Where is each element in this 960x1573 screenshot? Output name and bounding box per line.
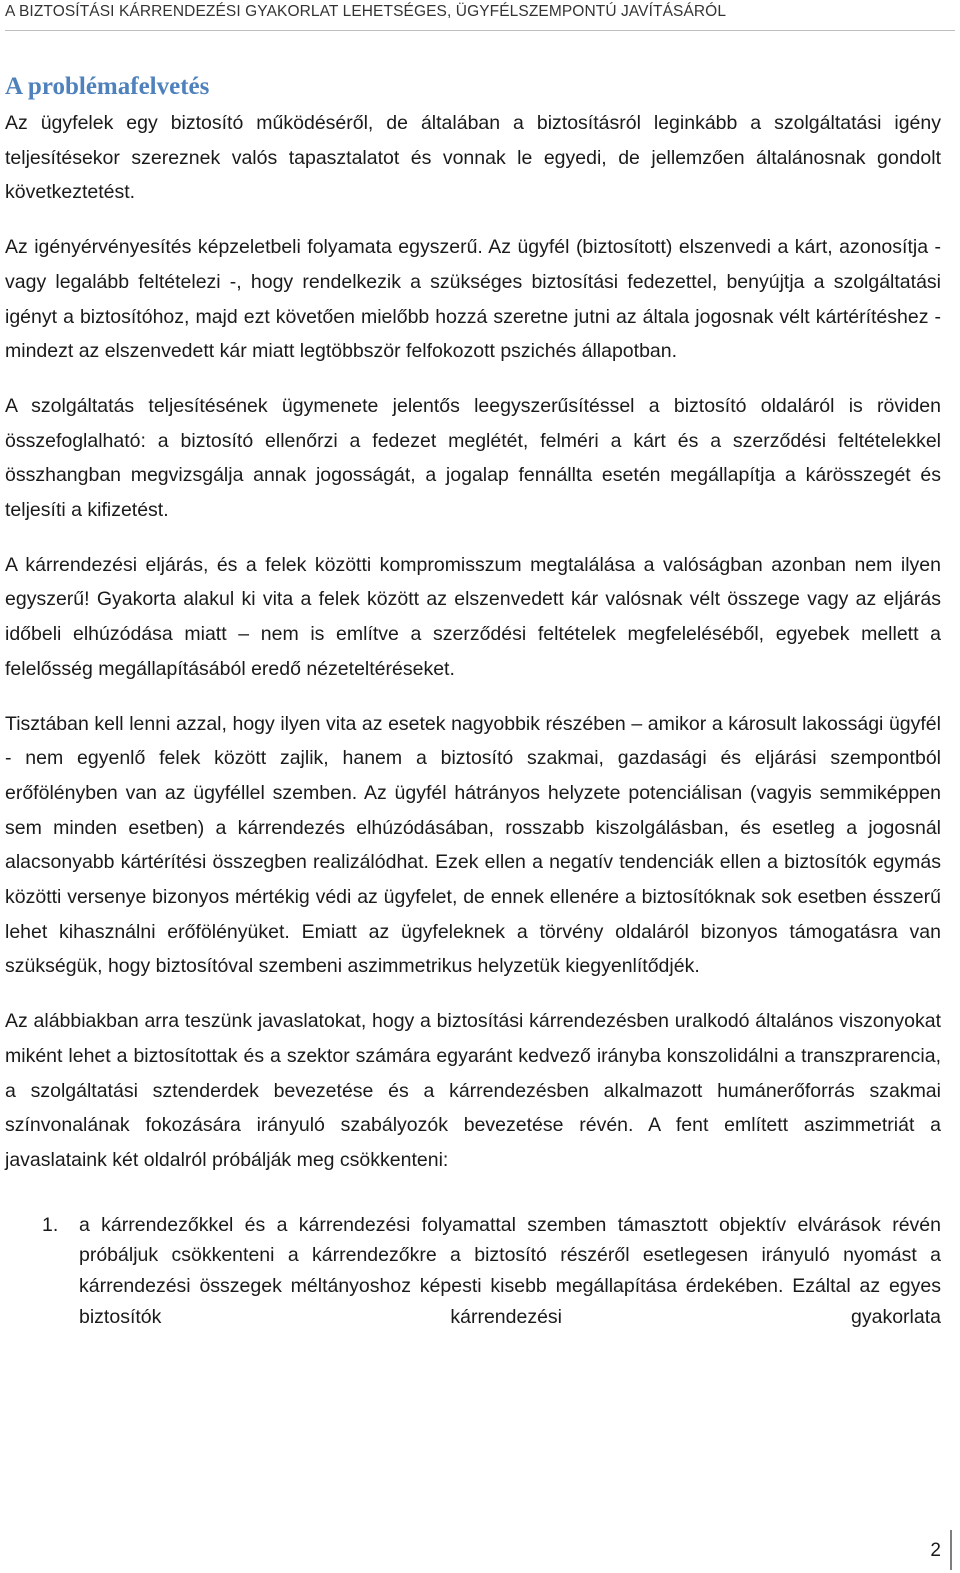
running-header [5, 0, 955, 31]
list-item [5, 1210, 941, 1333]
list-item-text: a kárrendezőkkel és a kárrendezési folyamattal szemben támasztott objektív elvárások révén próbáljuk csökkenteni a kárrendezőkre a biztosító részéről esetlegesen irányuló nyomást a kárrendezési összegek méltányoshoz képesti kisebb megállapítása érdekében. Ezáltal az egyes biztosítók kárrendezési gyakorlata [79, 1213, 941, 1329]
document-body [5, 68, 941, 1333]
paragraph: A szolgáltatás teljesítésének ügymenete jelentős leegyszerűsítéssel a biztosító oldaláról is röviden összefoglalható: a biztosító ellenőrzi a fedezet meglétét, felméri a kárt és a szerződési feltételekkel összhangban megvizsgálja annak jogosságát, a jogalap fennállta esetén megállapítja a kárösszegét és teljesíti a kifizetést. [5, 394, 941, 522]
section-title: A problémafelvetés [5, 73, 210, 100]
paragraph: Az ügyfelek egy biztosító működéséről, de általában a biztosításról leginkább a szolgáltatási igény teljesítésekor szereznek valós tapasztalatot és vonnak le egyedi, de jellemzően általánosnak gondolt következtetést. [5, 112, 941, 204]
numbered-list [5, 1210, 941, 1333]
paragraph: Tisztában kell lenni azzal, hogy ilyen vita az esetek nagyobbik részében – amikor a károsult lakossági ügyfél - nem egyenlő felek között zajlik, hanem a biztosító szakmai, gazdasági és eljárási szempontból erőfölényben van az ügyféllel szemben. Az ügyfél hátrányos helyzete potenciálisan (vagyis semmiképpen sem minden esetben) a kárrendezés elhúzódásában, rosszabb kiszolgálásban, és esetleg a jogosnál alacsonyabb kártérítési összegben realizálódhat. Ezek ellen a negatív tendenciák ellen a biztosítók egymás közötti versenye bizonyos mértékig védi az ügyfelet, de ennek ellenére a biztosítóknak sok esetben ésszerű lehet kihasználni erőfölényüket. Emiatt az ügyfeleknek a törvény oldaláról bizonyos támogatásra van szükségük, hogy biztosítóval szembeni aszimmetrikus helyzetük kiegyenlítődjék. [5, 712, 941, 978]
paragraph: Az alábbiakban arra teszünk javaslatokat, hogy a biztosítási kárrendezésben uralkodó általános viszonyokat miként lehet a biztosítottak és a szektor számára egyaránt kedvező irányba konszolidálni a transzprarencia, a szolgáltatási sztenderdek bevezetése és a kárrendezésben alkalmazott humánerőforrás szakmai színvonalának fokozására irányuló szabályozók bevezetése révén. A fent említett aszimmetriát a javaslataink két oldalról próbálják meg csökkenteni: [5, 1010, 941, 1171]
list-item-number: 1. [42, 1213, 59, 1236]
running-header-title: A BIZTOSÍTÁSI KÁRRENDEZÉSI GYAKORLAT LEHETSÉGES, ÜGYFÉLSZEMPONTÚ JAVÍTÁSÁRÓL [5, 3, 727, 20]
page-number: 2 [930, 1540, 941, 1561]
paragraph: A kárrendezési eljárás, és a felek közötti kompromisszum megtalálása a valóságban azonban nem ilyen egyszerű! Gyakorta alakul ki vita a felek között az elszenvedett kár valósnak vélt összege vagy az eljárás időbeli elhúzódása miatt – nem is említve a szerződési feltételek megfeleléséből, egyebek mellett a felelősség megállapításából eredő nézeteltéréseket. [5, 553, 941, 680]
paragraph: Az igényérvényesítés képzeletbeli folyamata egyszerű. Az ügyfél (biztosított) elszenvedi a kárt, azonosítja - vagy legalább feltételezi -, hogy rendelkezik a szükséges biztosítási fedezettel, benyújtja a szolgáltatási igényt a biztosítóhoz, majd ezt követően mielőbb hozzá szeretne jutni az általa jogosnak vélt kártérítéshez - mindezt az elszenvedett kár miatt legtöbbször felfokozott pszichés állapotban. [5, 236, 941, 363]
footer-rule [950, 1530, 952, 1570]
